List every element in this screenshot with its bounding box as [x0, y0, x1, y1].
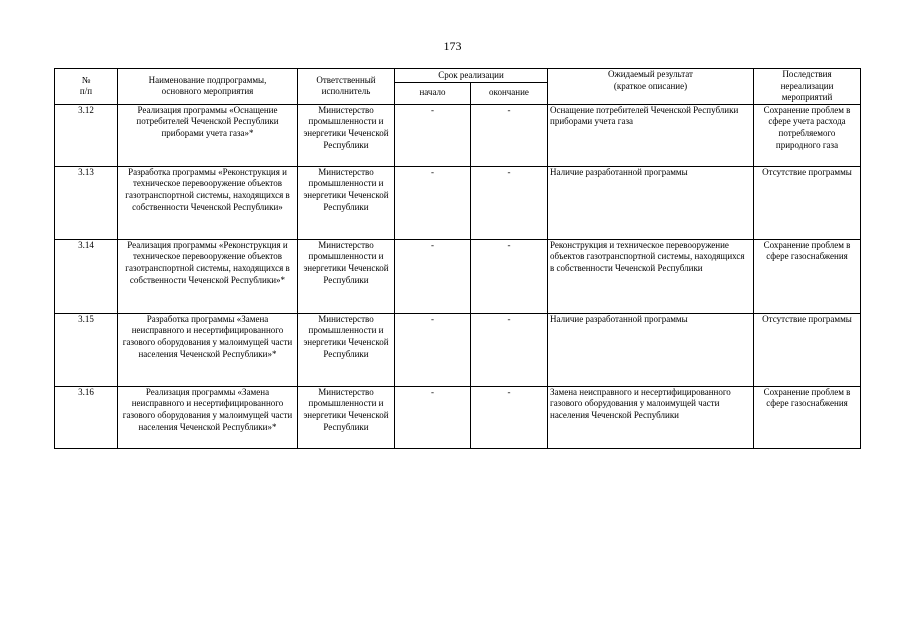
row-end: -: [471, 313, 548, 386]
row-num: 3.15: [55, 313, 118, 386]
row-start: -: [395, 104, 471, 166]
table-row: [55, 104, 861, 166]
row-start: -: [395, 313, 471, 386]
row-consequences: Сохранение проблем в сфере газоснабжения: [754, 239, 861, 313]
row-consequences: Отсутствие программы: [754, 166, 861, 239]
row-result: Наличие разработанной программы: [548, 166, 754, 239]
row-name: Разработка программы «Реконструкция и техническое перевооружение объектов газотранспортной системы, находящихся в собственности Чеченской Республики»: [118, 166, 298, 239]
table-row: [55, 313, 861, 386]
row-num: 3.12: [55, 104, 118, 166]
header-name: Наименование подпрограммы, основного мероприятия: [118, 69, 298, 105]
row-result: Замена неисправного и несертифицированного газового оборудования у малоимущей части населения Чеченской Республики: [548, 386, 754, 448]
row-end: -: [471, 386, 548, 448]
row-num: 3.16: [55, 386, 118, 448]
table-row: [55, 386, 861, 448]
row-num: 3.14: [55, 239, 118, 313]
row-start: -: [395, 239, 471, 313]
table-row: [55, 239, 861, 313]
row-start: -: [395, 386, 471, 448]
row-num: 3.13: [55, 166, 118, 239]
row-consequences: Сохранение проблем в сфере учета расхода потребляемого природного газа: [754, 104, 861, 166]
header-executor: Ответственный исполнитель: [298, 69, 395, 105]
row-executor: Министерство промышленности и энергетики Чеченской Республики: [298, 166, 395, 239]
row-result: Оснащение потребителей Чеченской Республики приборами учета газа: [548, 104, 754, 166]
row-name: Реализация программы «Оснащение потребителей Чеченской Республики приборами учета газа»*: [118, 104, 298, 166]
row-end: -: [471, 166, 548, 239]
row-start: -: [395, 166, 471, 239]
header-num: № п/п: [55, 69, 118, 105]
row-name: Разработка программы «Замена неисправного и несертифицированного газового оборудования у малоимущей части населения Чеченской Республики»*: [118, 313, 298, 386]
header-result: Ожидаемый результат (краткое описание): [548, 69, 754, 105]
header-row: [55, 69, 861, 83]
measures-table: [54, 68, 861, 449]
row-executor: Министерство промышленности и энергетики Чеченской Республики: [298, 313, 395, 386]
row-result: Реконструкция и техническое перевооружение объектов газотранспортной системы, находящихся в собственности Чеченской Республики: [548, 239, 754, 313]
header-consequences: Последствия нереализации мероприятий: [754, 69, 861, 105]
header-end: окончание: [471, 82, 548, 104]
row-end: -: [471, 104, 548, 166]
row-consequences: Отсутствие программы: [754, 313, 861, 386]
page-number: 173: [443, 39, 462, 53]
header-period: Срок реализации: [395, 69, 548, 83]
row-name: Реализация программы «Замена неисправного и несертифицированного газового оборудования у малоимущей части населения Чеченской Республики»*: [118, 386, 298, 448]
row-consequences: Сохранение проблем в сфере газоснабжения: [754, 386, 861, 448]
row-name: Реализация программы «Реконструкция и техническое перевооружение объектов газотранспортной системы, находящихся в собственности Чеченской Республики»*: [118, 239, 298, 313]
row-end: -: [471, 239, 548, 313]
row-result: Наличие разработанной программы: [548, 313, 754, 386]
row-executor: Министерство промышленности и энергетики Чеченской Республики: [298, 239, 395, 313]
header-start: начало: [395, 82, 471, 104]
row-executor: Министерство промышленности и энергетики Чеченской Республики: [298, 386, 395, 448]
row-executor: Министерство промышленности и энергетики Чеченской Республики: [298, 104, 395, 166]
table-row: [55, 166, 861, 239]
